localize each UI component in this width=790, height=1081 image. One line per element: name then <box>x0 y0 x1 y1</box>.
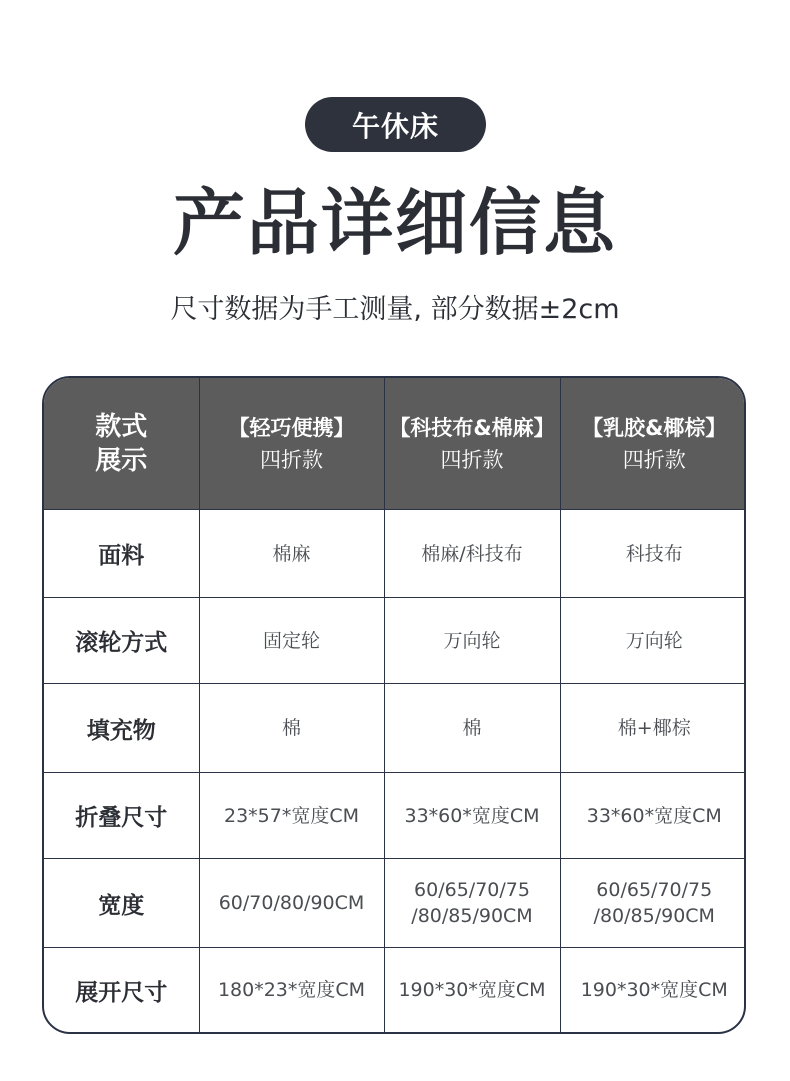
header-label-line2: 展示 <box>95 445 148 476</box>
header-column-2 <box>384 378 560 510</box>
header-label-line1: 款式 <box>95 411 148 442</box>
category-badge: 午休床 <box>305 97 486 152</box>
table-cell: 60/70/80/90CM <box>199 859 384 948</box>
table-cell: 棉+椰棕 <box>560 684 746 773</box>
table-cell: 33*60*宽度CM <box>384 773 560 859</box>
table-cell: 万向轮 <box>560 598 746 684</box>
header-column-subtitle: 四折款 <box>440 447 504 472</box>
header-label-cell <box>44 378 199 510</box>
row-label-wheel-type: 滚轮方式 <box>44 598 199 684</box>
table-cell: 33*60*宽度CM <box>560 773 746 859</box>
header-column-title: 【科技布&棉麻】 <box>389 415 555 440</box>
header-column-title: 【乳胶&椰棕】 <box>582 415 727 440</box>
table-cell: 固定轮 <box>199 598 384 684</box>
product-spec-table <box>42 376 746 1034</box>
table-header-row <box>44 378 746 510</box>
header-column-title: 【轻巧便携】 <box>228 415 355 440</box>
row-label-folded-size: 折叠尺寸 <box>44 773 199 859</box>
row-label-width: 宽度 <box>44 859 199 948</box>
row-label-unfolded-size: 展开尺寸 <box>44 948 199 1033</box>
table-cell: 棉 <box>199 684 384 773</box>
header-column-3 <box>560 378 746 510</box>
table-cell: 190*30*宽度CM <box>384 948 560 1033</box>
table-cell: 23*57*宽度CM <box>199 773 384 859</box>
table-cell: 科技布 <box>560 510 746 598</box>
header-column-subtitle: 四折款 <box>622 447 686 472</box>
table-row <box>44 773 746 859</box>
table-row <box>44 859 746 948</box>
table-cell: 万向轮 <box>384 598 560 684</box>
row-label-fabric: 面料 <box>44 510 199 598</box>
table-cell: 60/65/70/75 /80/85/90CM <box>560 859 746 948</box>
table-row <box>44 598 746 684</box>
table-row <box>44 510 746 598</box>
table-cell: 棉 <box>384 684 560 773</box>
header-column-subtitle: 四折款 <box>260 447 323 472</box>
table-cell: 棉麻/科技布 <box>384 510 560 598</box>
table-cell: 190*30*宽度CM <box>560 948 746 1033</box>
table-cell: 棉麻 <box>199 510 384 598</box>
header-column-1 <box>199 378 384 510</box>
row-label-filling: 填充物 <box>44 684 199 773</box>
table-cell: 180*23*宽度CM <box>199 948 384 1033</box>
page-title: 产品详细信息 <box>172 181 617 265</box>
table-cell: 60/65/70/75 /80/85/90CM <box>384 859 560 948</box>
table-row <box>44 684 746 773</box>
table-row <box>44 948 746 1033</box>
page-subtitle: 尺寸数据为手工测量, 部分数据±2cm <box>170 294 620 325</box>
